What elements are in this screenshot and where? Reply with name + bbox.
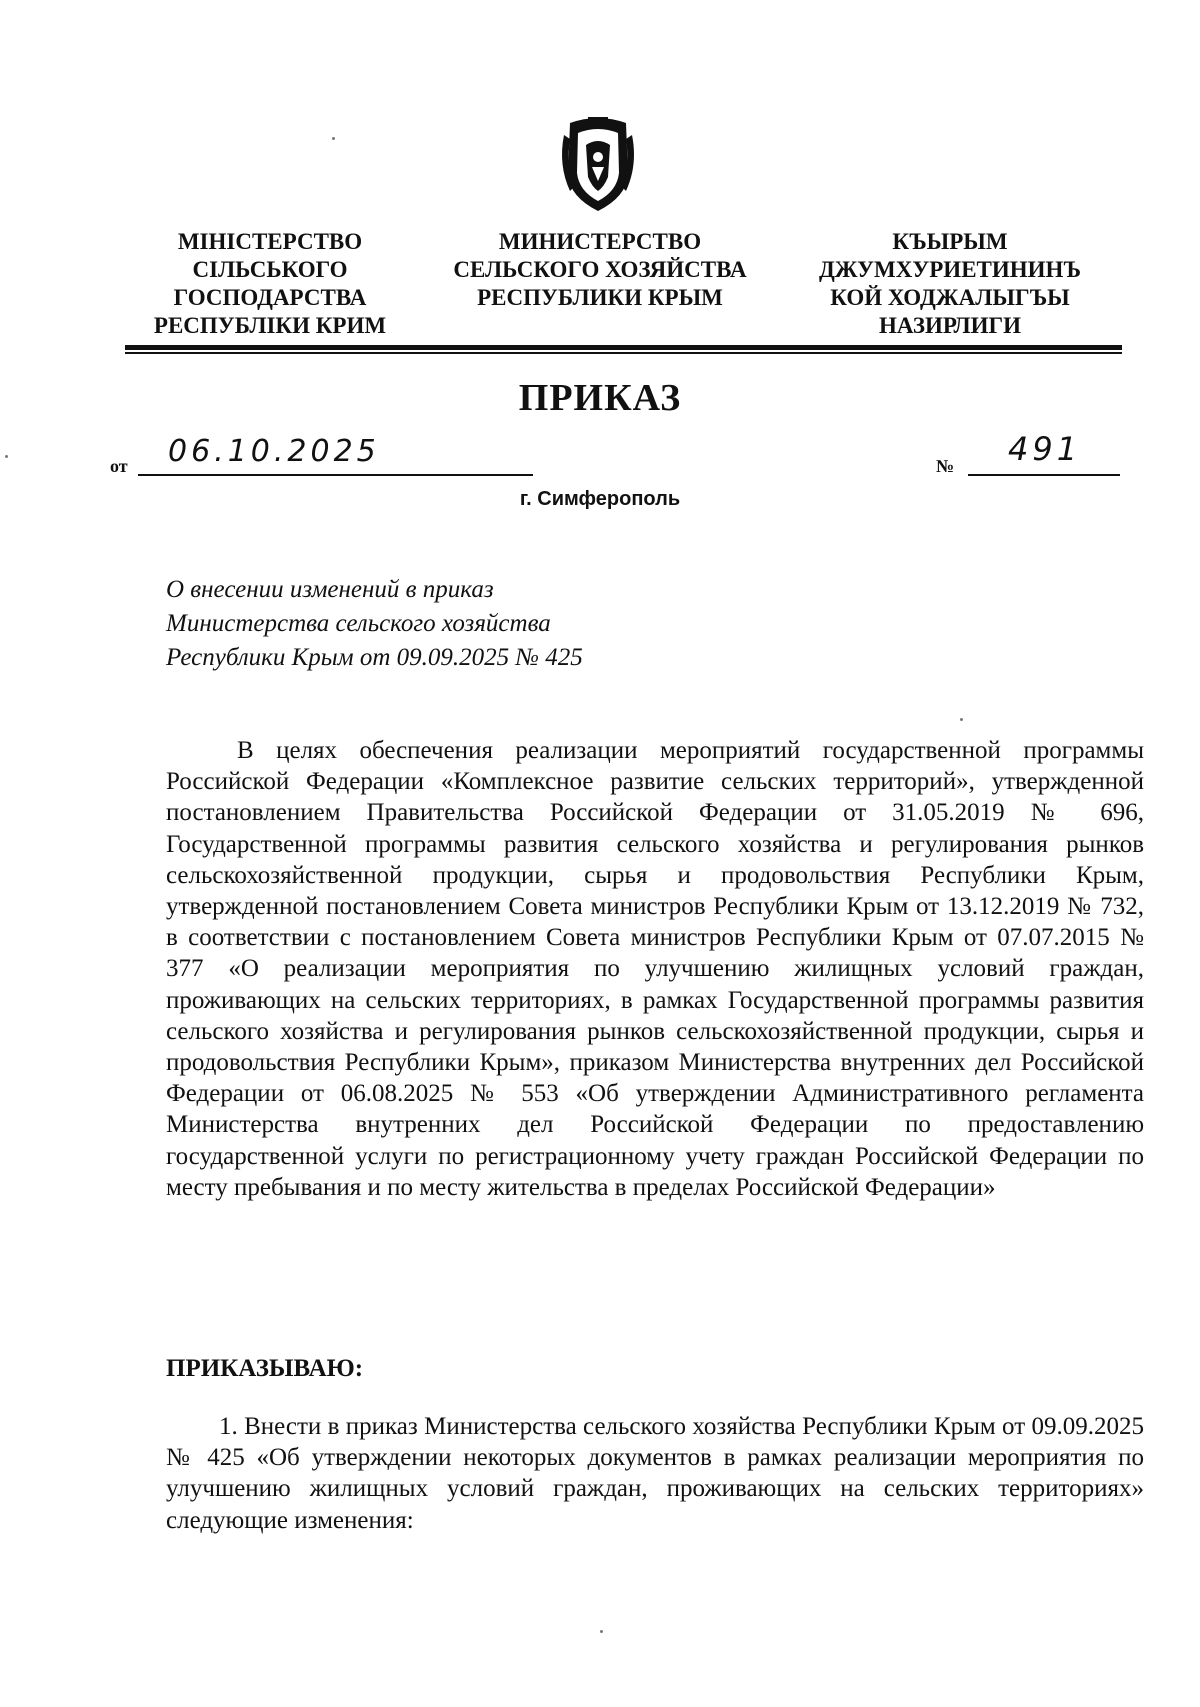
header-line: МІНІСТЕРСТВО [177,229,363,254]
header-divider [125,345,1122,350]
header-line: КЪЫРЫМ [892,229,1008,254]
scan-speck [5,455,8,458]
header-line: НАЗИРЛИГИ [878,313,1022,338]
subject-line: О внесении изменений в приказ [166,576,494,603]
header-line: МИНИСТЕРСТВО [498,229,702,254]
header-line: СЕЛЬСКОГО ХОЗЯЙСТВА [453,257,747,282]
scan-speck [332,137,335,140]
date-prefix: от [110,456,128,476]
scan-speck [960,718,963,721]
handwritten-date: 06.10.2025 [168,434,380,469]
subject-line: Республики Крым от 09.09.2025 № 425 [166,644,583,671]
document-title: ПРИКАЗ [518,377,682,419]
number-field [968,430,1120,476]
header-line: РЕСПУБЛИКИ КРЫМ [477,285,723,310]
ministry-name-crimean-tatar [790,228,1110,340]
ministry-name-ukrainian [140,228,400,340]
header-line: КОЙ ХОДЖАЛЫГЪЫ [830,285,1070,310]
header-line: ГОСПОДАРСТВА [173,285,367,310]
number-prefix: № [936,456,955,476]
date-field [138,434,533,476]
subject-line: Министерства сельского хозяйства [166,610,551,637]
preamble-paragraph: В целях обеспечения реализации мероприятий государственной программы Российской Федерации «Комплексное развитие сельских территорий», утвержденной постановлением Правительства Российской Федерации от 31.05.2019 № 696, Государственной программы развития сельского хозяйства и регулирования рынков сельскохозяйственной продукции, сырья и продовольствия Республики Крым, утвержденной постановлением Совета министров Республики Крым от 13.12.2019 № 732, в соответствии с постановлением Совета министров Республики Крым от 07.07.2015 № 377 «О реализации мероприятия по улучшению жилищных условий граждан, проживающих на сельских территориях, в рамках Государственной программы развития сельского хозяйства и регулирования рынков сельскохозяйственной продукции, сырья и продовольствия Республики Крым», приказом Министерства внутренних дел Российской Федерации от 06.08.2025 № 553 «Об утверждении Административного регламента Министерства внутренних дел Российской Федерации по предоставлению государственной услуги по регистрационному учету граждан Российской Федерации по месту пребывания и по месту жительства в пределах Российской Федерации» [166,737,1144,1201]
ministry-name-russian [430,228,770,312]
date-number-row [110,430,1120,490]
header-line: РЕСПУБЛІКИ КРИМ [153,313,387,338]
header-line: СІЛЬСЬКОГО [192,257,348,282]
order-item-1: 1. Внести в приказ Министерства сельского хозяйства Республики Крым от 09.09.2025 № 425 «Об утверждении некоторых документов в рамках реализации мероприятия по улучшению жилищных условий граждан, проживающих на сельских территориях» следующие изменения: [166,1413,1144,1534]
order-word: ПРИКАЗЫВАЮ: [166,1355,364,1382]
scan-speck [600,1630,603,1633]
header-divider-thin [125,352,1122,354]
document-subject [166,573,766,675]
crimea-coat-of-arms-icon [558,115,638,215]
city: г. Симферополь [519,488,681,510]
header-line: ДЖУМХУРИЕТИНИНЪ [818,257,1082,282]
handwritten-number: 491 [1008,430,1082,468]
